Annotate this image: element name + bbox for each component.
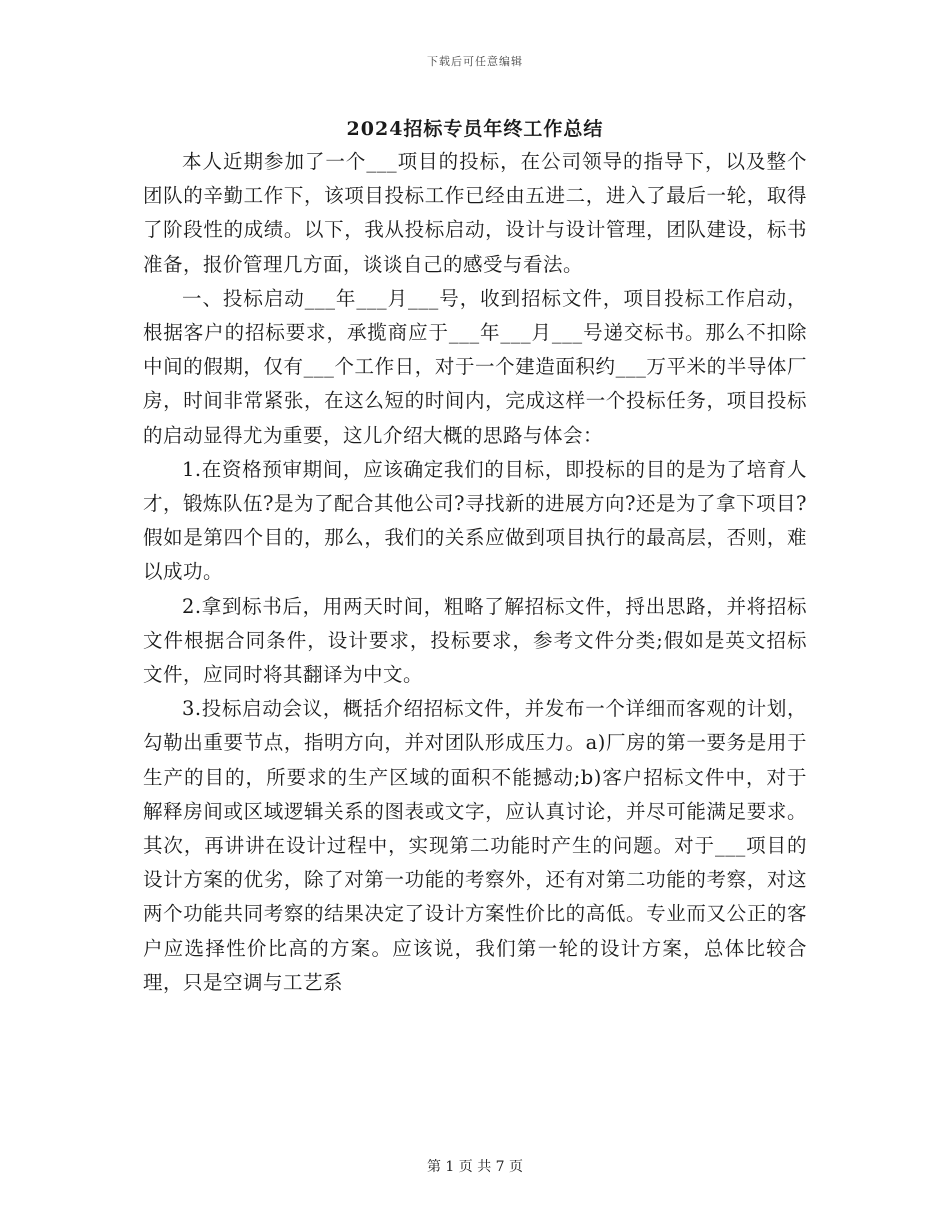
- header-note: 下载后可任意编辑: [427, 55, 523, 68]
- paragraph-item-3: 3.投标启动会议，概括介绍招标文件，并发布一个详细而客观的计划，勾勒出重要节点，指明方向，并对团队形成压力。a)厂房的第一要务是用于生产的目的，所要求的生产区域的面积不能撼动;b)客户招标文件中，对于解释房间或区域逻辑关系的图表或文字，应认真讨论，并尽可能满足要求。其次，再讲讲在设计过程中，实现第二功能时产生的问题。对于___项目的设计方案的优劣，除了对第一功能的考察外，还有对第二功能的考察，对这两个功能共同考察的结果决定了设计方案性价比的高低。专业而又公正的客户应选择性价比高的方案。应该说，我们第一轮的设计方案，总体比较合理，只是空调与工艺系: [143, 697, 807, 994]
- document-body: [143, 145, 807, 1000]
- paragraph-item-2: 2.拿到标书后，用两天时间，粗略了解招标文件，捋出思路，并将招标文件根据合同条件，设计要求，投标要求，参考文件分类;假如是英文招标文件，应同时将其翻译为中文。: [143, 594, 807, 687]
- page-indicator: 第 1 页 共 7 页: [426, 1159, 524, 1175]
- paragraph-intro: 本人近期参加了一个___项目的投标，在公司领导的指导下，以及整个团队的辛勤工作下，该项目投标工作已经由五进二，进入了最后一轮，取得了阶段性的成绩。以下，我从投标启动，设计与设计管理，团队建设，标书准备，报价管理几方面，谈谈自己的感受与看法。: [143, 150, 807, 276]
- document-title: 2024招标专员年终工作总结: [346, 118, 604, 140]
- paragraph-section-1: 一、投标启动___年___月___号，收到招标文件，项目投标工作启动，根据客户的招标要求，承揽商应于___年___月___号递交标书。那么不扣除中间的假期，仅有___个工作日，对于一个建造面积约___万平米的半导体厂房，时间非常紧张，在这么短的时间内，完成这样一个投标任务，项目投标的启动显得尤为重要，这儿介绍大概的思路与体会：: [143, 286, 807, 447]
- paragraph-item-1: 1.在资格预审期间，应该确定我们的目标，即投标的目的是为了培育人才，锻炼队伍?是为了配合其他公司?寻找新的进展方向?还是为了拿下项目?假如是第四个目的，那么，我们的关系应做到项目执行的最高层，否则，难以成功。: [143, 457, 807, 584]
